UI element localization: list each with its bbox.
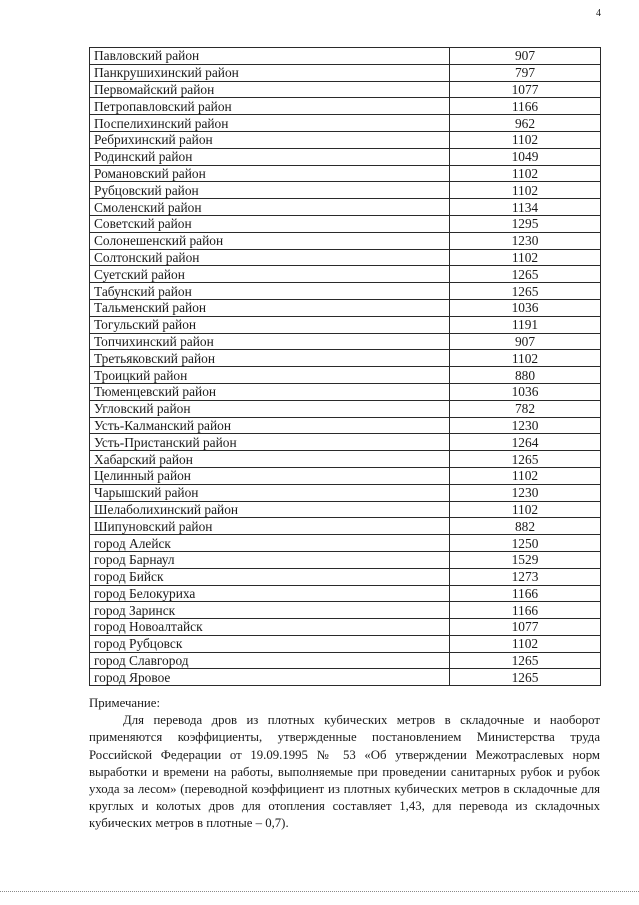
district-name-cell: Павловский район — [90, 48, 450, 65]
value-cell: 1265 — [450, 451, 601, 468]
value-cell: 1077 — [450, 619, 601, 636]
district-name-cell: город Славгород — [90, 652, 450, 669]
district-name-cell: город Рубцовск — [90, 635, 450, 652]
note-section — [89, 695, 600, 833]
note-title: Примечание: — [89, 696, 160, 710]
value-cell: 1102 — [450, 165, 601, 182]
value-cell: 1077 — [450, 81, 601, 98]
value-cell: 1102 — [450, 350, 601, 367]
value-cell: 1250 — [450, 535, 601, 552]
table-row — [90, 98, 601, 115]
table-row — [90, 131, 601, 148]
value-cell: 1166 — [450, 98, 601, 115]
table-row — [90, 165, 601, 182]
district-name-cell: город Яровое — [90, 669, 450, 686]
table-row — [90, 535, 601, 552]
table-row — [90, 367, 601, 384]
district-name-cell: Поспелихинский район — [90, 115, 450, 132]
district-name-cell: Чарышский район — [90, 484, 450, 501]
district-name-cell: Тогульский район — [90, 316, 450, 333]
district-name-cell: Третьяковский район — [90, 350, 450, 367]
value-cell: 880 — [450, 367, 601, 384]
value-cell: 782 — [450, 400, 601, 417]
district-name-cell: Панкрушихинский район — [90, 64, 450, 81]
district-name-cell: город Белокуриха — [90, 585, 450, 602]
value-cell: 1295 — [450, 215, 601, 232]
district-name-cell: Смоленский район — [90, 199, 450, 216]
district-name-cell: Шипуновский район — [90, 518, 450, 535]
value-cell: 1102 — [450, 249, 601, 266]
value-cell: 907 — [450, 333, 601, 350]
value-cell: 1102 — [450, 501, 601, 518]
table-row — [90, 249, 601, 266]
district-name-cell: Топчихинский район — [90, 333, 450, 350]
table-row — [90, 669, 601, 686]
table-row — [90, 148, 601, 165]
value-cell: 1049 — [450, 148, 601, 165]
table-row — [90, 400, 601, 417]
value-cell: 1134 — [450, 199, 601, 216]
district-name-cell: Ребрихинский район — [90, 131, 450, 148]
table-row — [90, 115, 601, 132]
value-cell: 1230 — [450, 232, 601, 249]
value-cell: 1264 — [450, 434, 601, 451]
table-row — [90, 48, 601, 65]
value-cell: 1230 — [450, 484, 601, 501]
table-row — [90, 215, 601, 232]
note-text: Для перевода дров из плотных кубических метров в складочные и наоборот применяются коэффициенты, утвержденные постановлением Министерства труда Российской Федерации от 19.09.1995 № 53 «Об утверждении Межотраслевых норм выработки и времени на работы, выполняемые при проведении санитарных рубок и рубок ухода за лесом» (переводной коэффициент из плотных кубических метров в складочные для круглых и колотых дров для отопления составляет 1,43, для перевода из складочных кубических метров в плотные – 0,7). — [89, 713, 600, 831]
district-name-cell: Романовский район — [90, 165, 450, 182]
table-row — [90, 501, 601, 518]
table-row — [90, 417, 601, 434]
value-cell: 1102 — [450, 467, 601, 484]
table-row — [90, 266, 601, 283]
district-name-cell: Первомайский район — [90, 81, 450, 98]
value-cell: 1265 — [450, 283, 601, 300]
table-row — [90, 316, 601, 333]
district-name-cell: Тальменский район — [90, 299, 450, 316]
table-row — [90, 64, 601, 81]
value-cell: 1102 — [450, 131, 601, 148]
value-cell: 1166 — [450, 585, 601, 602]
value-cell: 1529 — [450, 551, 601, 568]
table-row — [90, 467, 601, 484]
table-row — [90, 350, 601, 367]
district-name-cell: Табунский район — [90, 283, 450, 300]
value-cell: 1036 — [450, 383, 601, 400]
page-number: 4 — [596, 8, 601, 19]
table-row — [90, 635, 601, 652]
price-table — [89, 47, 601, 686]
value-cell: 797 — [450, 64, 601, 81]
table-row — [90, 182, 601, 199]
district-name-cell: город Новоалтайск — [90, 619, 450, 636]
district-name-cell: Троицкий район — [90, 367, 450, 384]
value-cell: 1265 — [450, 669, 601, 686]
table-row — [90, 551, 601, 568]
value-cell: 1265 — [450, 652, 601, 669]
table-row — [90, 299, 601, 316]
table-row — [90, 585, 601, 602]
value-cell: 1102 — [450, 635, 601, 652]
district-name-cell: город Барнаул — [90, 551, 450, 568]
district-name-cell: Хабарский район — [90, 451, 450, 468]
value-cell: 907 — [450, 48, 601, 65]
value-cell: 962 — [450, 115, 601, 132]
table-row — [90, 199, 601, 216]
value-cell: 1230 — [450, 417, 601, 434]
district-name-cell: Шелаболихинский район — [90, 501, 450, 518]
table-row — [90, 333, 601, 350]
table-row — [90, 81, 601, 98]
value-cell: 1166 — [450, 602, 601, 619]
table-row — [90, 232, 601, 249]
value-cell: 1102 — [450, 182, 601, 199]
table-row — [90, 283, 601, 300]
table-row — [90, 652, 601, 669]
table-row — [90, 568, 601, 585]
district-name-cell: Суетский район — [90, 266, 450, 283]
table-row — [90, 484, 601, 501]
district-name-cell: Тюменцевский район — [90, 383, 450, 400]
district-name-cell: город Бийск — [90, 568, 450, 585]
value-cell: 1273 — [450, 568, 601, 585]
table-row — [90, 383, 601, 400]
district-name-cell: Угловский район — [90, 400, 450, 417]
district-name-cell: Целинный район — [90, 467, 450, 484]
district-name-cell: город Алейск — [90, 535, 450, 552]
table-row — [90, 619, 601, 636]
district-name-cell: Советский район — [90, 215, 450, 232]
district-name-cell: Усть-Пристанский район — [90, 434, 450, 451]
table-row — [90, 434, 601, 451]
value-cell: 1265 — [450, 266, 601, 283]
value-cell: 1191 — [450, 316, 601, 333]
value-cell: 882 — [450, 518, 601, 535]
district-name-cell: город Заринск — [90, 602, 450, 619]
district-name-cell: Рубцовский район — [90, 182, 450, 199]
price-table-body — [90, 48, 601, 686]
value-cell: 1036 — [450, 299, 601, 316]
district-name-cell: Солтонский район — [90, 249, 450, 266]
footer-divider — [0, 891, 639, 892]
district-name-cell: Родинский район — [90, 148, 450, 165]
table-row — [90, 602, 601, 619]
district-name-cell: Петропавловский район — [90, 98, 450, 115]
district-name-cell: Солонешенский район — [90, 232, 450, 249]
table-row — [90, 518, 601, 535]
district-name-cell: Усть-Калманский район — [90, 417, 450, 434]
table-row — [90, 451, 601, 468]
